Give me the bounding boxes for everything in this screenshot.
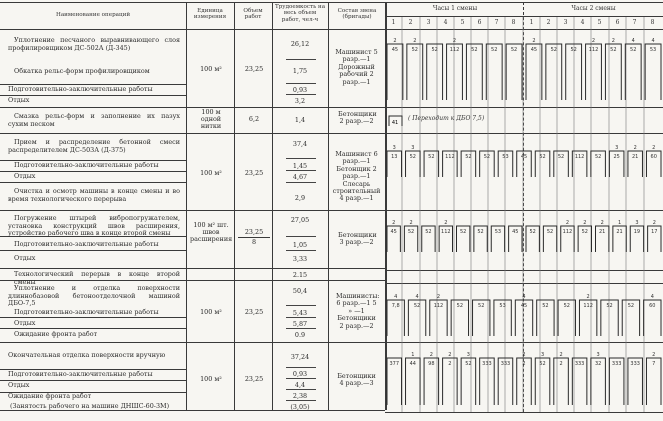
labor-value: 50,4	[292, 287, 308, 295]
shift2-title: Часы 2 смены	[571, 5, 616, 12]
group6-bar-worker-count: 4	[415, 294, 419, 300]
group4-bar-worker-count: 2	[652, 220, 656, 226]
group7-bar-label: 2	[522, 361, 526, 367]
group2-bar-label: 41	[391, 120, 399, 126]
operation-name: Отдых	[8, 381, 30, 389]
group7-bar-worker-count: 2	[559, 352, 563, 358]
operation-name: Прием и распределение бетонной смеси распределителем ДС-503А (Д-375)	[8, 138, 180, 154]
operation-name: Очистка и осмотр машины в конце смены и во время технологического перерыва	[8, 187, 180, 203]
header-operation: Наименование операций	[55, 12, 131, 18]
op-separator	[0, 317, 186, 318]
col-divider-2	[234, 2, 235, 410]
crew-value: Машинист 5 разр.—1 Дорожный рабочий 2 разр.—1	[335, 48, 378, 86]
group6-bar-worker-count: 2	[586, 294, 590, 300]
operation-name: Смазка рельс-форм и заполнение их пазух сухим песком	[8, 112, 180, 128]
group1-bar-worker-count: 2	[532, 38, 536, 44]
group3-bar-label: 13	[391, 154, 398, 160]
volume-value: 23,25	[244, 375, 264, 383]
group4-bar-worker-count: 3	[635, 220, 639, 226]
labor-underline	[286, 305, 316, 306]
labor-underline	[286, 250, 316, 251]
labor-value: 2.15	[292, 271, 308, 279]
group4-bar-label: 19	[633, 229, 641, 235]
group4-bar-label: 52	[581, 229, 588, 235]
work-schedule-chart	[385, 0, 663, 421]
hour-label: 2	[408, 19, 413, 26]
labor-value: 2,38	[292, 392, 308, 400]
hour-label: 4	[580, 19, 585, 26]
crew-value: Бетонщики 2 разр.—2	[338, 110, 377, 126]
labor-value: 37,4	[292, 140, 308, 148]
group1-bar-label: 45	[391, 47, 399, 53]
volume-value-bottom: 8	[251, 238, 257, 246]
labor-value: 1,05	[292, 241, 308, 249]
group3-bar-worker-count: 3	[392, 145, 396, 151]
group3-bar-label: 45	[520, 154, 528, 160]
group4-bar-label: 52	[407, 229, 415, 235]
group4-bar-worker-count: 2	[444, 220, 448, 226]
hour-label: 1	[391, 19, 396, 26]
group4-bar-worker-count: 2	[600, 220, 604, 226]
hour-label: 7	[632, 19, 637, 26]
group1-bar-label: 53	[649, 47, 657, 53]
crew-value: Бетонщики 4 разр.—3	[337, 372, 376, 388]
header-labor: Трудоемкость на весь объем работ, чел-ч	[274, 4, 326, 23]
group3-bar-label: 53	[502, 154, 509, 160]
operation-name: Подготовительно-заключительные работы	[14, 161, 159, 169]
unit-value: 100 м²	[200, 65, 222, 73]
labor-value: 1,45	[292, 162, 308, 170]
group1-bar-worker-count: 2	[393, 38, 397, 44]
labor-value: 1,75	[292, 67, 308, 75]
group6-bar-label: 52	[478, 303, 485, 309]
labor-value: (3,05)	[290, 403, 310, 411]
group7-bar-worker-count: 3	[540, 352, 545, 358]
group1-bar-label: 112	[449, 47, 460, 53]
group6-bar-label: 52	[627, 303, 635, 309]
group7-bar-label: 7	[652, 361, 656, 367]
group3-bar-worker-count: 3	[411, 145, 415, 151]
col-divider-3	[272, 2, 273, 410]
group6-bar-label: 112	[433, 303, 444, 309]
transfer-annotation: ( Переходит к ДБО 7,5)	[408, 115, 485, 122]
operation-name: Подготовительно-заключительные работы	[8, 85, 153, 93]
header-unit: Единица измерения	[193, 8, 227, 21]
group7-bar-label: 377	[389, 361, 400, 367]
labor-value: 5,43	[292, 309, 308, 317]
group6-bar-label: 52	[456, 303, 464, 309]
hour-label: 2	[546, 19, 551, 26]
operation-name: Отдых	[14, 172, 36, 180]
hour-label: 5	[597, 19, 602, 26]
volume-value: 23,25	[244, 65, 264, 73]
operation-name: Уплотнение и отделка поверхности длиннобазовой бетоноотделочной машиной ДБО-7,5	[8, 284, 180, 308]
crew-value: Бетонщики 3 разр.—2	[338, 231, 377, 247]
group6-bar-worker-count: 4	[650, 294, 654, 300]
group7-bar-label: 98	[428, 361, 435, 367]
group3-bar-label: 52	[539, 154, 546, 160]
group4-bar-label: 52	[460, 229, 467, 235]
labor-value: 1,4	[294, 116, 306, 124]
labor-underline	[286, 182, 316, 183]
group7-bar-label: 2	[559, 361, 563, 367]
labor-value: 3,2	[294, 97, 306, 105]
group-separator	[0, 268, 385, 269]
group7-bar-worker-count: 2	[522, 352, 526, 358]
group7-bar-worker-count: 1	[411, 352, 415, 358]
group1-bar-worker-count: 2	[413, 38, 417, 44]
group4-bar-worker-count: 2	[583, 220, 587, 226]
group3-bar-label: 52	[557, 154, 565, 160]
group4-bar-label: 45	[512, 229, 519, 235]
group7-bar-worker-count: 2	[652, 352, 656, 358]
group6-bar-worker-count: 4	[522, 294, 526, 300]
group1-bar-label: 112	[588, 47, 599, 53]
group4-bar-label: 52	[529, 229, 536, 235]
group1-bar-worker-count: 4	[631, 38, 635, 44]
labor-underline	[286, 328, 316, 329]
group6-bar-label: 52	[542, 303, 549, 309]
group7-bar-label: 333	[482, 361, 492, 367]
unit-value: 100 м²	[200, 308, 222, 316]
group4-bar-worker-count: 2	[392, 220, 396, 226]
labor-underline	[286, 94, 316, 95]
group3-bar-label: 52	[409, 154, 416, 160]
operation-name: Подготовительно-заключительные работы	[14, 308, 159, 316]
hour-label: 8	[650, 19, 655, 26]
volume-value: 23,25	[244, 308, 264, 316]
group3-bar-label: 21	[632, 154, 639, 160]
labor-value: 5,87	[292, 320, 308, 328]
operation-name: Подготовительно-заключительные работы	[14, 240, 159, 248]
group4-bar-label: 21	[599, 229, 606, 235]
labor-underline	[286, 400, 316, 401]
group4-bar-label: 45	[390, 229, 397, 235]
labor-underline	[286, 236, 316, 237]
col-divider-1	[186, 2, 187, 410]
operation-name: Погружение штырей вибропогружателем, установка конструкций швов расширения, устройство рабочего шва в конце второй смены	[8, 214, 180, 238]
group4-bar-label: 17	[651, 229, 658, 235]
group7-bar-label: 333	[611, 361, 622, 367]
group6-bar-label: 60	[649, 303, 656, 309]
labor-value: 26,12	[290, 40, 310, 48]
header-crew: Состав звена (бригады)	[337, 8, 377, 21]
group1-bar-label: 52	[610, 47, 617, 53]
group4-bar-worker-count: 1	[617, 220, 622, 226]
hour-label: 5	[460, 19, 465, 26]
labor-value: 3,33	[292, 255, 308, 263]
hour-label: 4	[443, 19, 448, 26]
group1-bar-label: 52	[630, 47, 637, 53]
group7-bar-label: 2	[448, 361, 452, 367]
operation-name: Отдых	[14, 254, 36, 262]
operation-name: Окончательная отделка поверхности вручную	[8, 351, 166, 359]
operation-name: Технологический перерыв в конце второй смены	[14, 270, 180, 286]
unit-value: 100 м²	[200, 375, 222, 383]
group4-bar-label: 21	[616, 229, 623, 235]
operation-name: (Занятость рабочего на машине ДНШС-60-3М)	[10, 402, 170, 410]
group1-bar-worker-count: 2	[611, 38, 615, 44]
group7-bar-worker-count: 2	[429, 352, 433, 358]
group3-bar-worker-count: 2	[652, 145, 656, 151]
crew-value: Машинист 6 разр.—1 Бетонщик 2 разр.—1 Слесарь строительный 4 разр.—1	[332, 150, 381, 203]
group6-bar-label: 7,8	[391, 303, 400, 309]
group1-bar-label: 45	[530, 47, 538, 53]
unit-value: 100 м одной нитки	[200, 108, 222, 131]
group3-bar-label: 112	[574, 154, 585, 160]
group3-bar-worker-count: 2	[633, 145, 637, 151]
shift1-title: Часы 1 смены	[432, 5, 478, 12]
labor-underline	[286, 389, 316, 390]
labor-underline	[286, 83, 316, 84]
group7-bar-worker-count: 3	[596, 352, 600, 358]
group1-bar-label: 52	[570, 47, 577, 53]
operation-name: Ожидание фронта работ	[14, 330, 98, 338]
group7-bar-label: 333	[574, 361, 585, 367]
group1-bar-label: 52	[471, 47, 478, 53]
group6-bar-label: 52	[413, 303, 421, 309]
group7-bar-label: 52	[465, 361, 472, 367]
labor-underline	[286, 158, 316, 159]
group4-bar-worker-count: 2	[409, 220, 413, 226]
group7-bar-label: 32	[594, 361, 602, 367]
group7-bar-label: 333	[630, 361, 640, 367]
labor-value: 2,9	[294, 194, 306, 202]
group4-bar-label: 52	[546, 229, 554, 235]
hour-label: 7	[494, 19, 499, 26]
group6-bar-label: 52	[563, 303, 570, 309]
group3-bar-label: 60	[650, 154, 657, 160]
hour-label: 6	[615, 19, 620, 26]
operation-name: Уплотнение песчаного выравнивающего слоя профилировщиком ДС-502А (Д-345)	[8, 36, 180, 52]
labor-value: 0,93	[292, 370, 308, 378]
operation-name: Подготовительно-заключительные работы	[8, 370, 153, 378]
volume-value: 23,25	[244, 169, 264, 177]
group1-bar-label: 52	[431, 47, 438, 53]
unit-value: 100 м² шт. швов расширения	[190, 221, 233, 244]
labor-underline	[286, 378, 316, 379]
unit-value: 100 м²	[200, 169, 222, 177]
volume-value: 6,2	[248, 115, 260, 123]
group1-bar-label: 52	[510, 47, 518, 53]
labor-underline	[286, 170, 316, 171]
group7-bar-label: 44	[409, 361, 416, 367]
op-separator	[0, 328, 186, 329]
hour-label: 6	[477, 19, 482, 26]
group1-bar-worker-count: 2	[452, 38, 457, 44]
group6-bar-worker-count: 4	[394, 294, 398, 300]
op-separator	[0, 182, 186, 183]
labor-value: 0.9	[294, 331, 306, 339]
volume-value-top: 23,25	[244, 228, 264, 236]
group3-bar-label: 112	[445, 154, 455, 160]
operation-name: Отдых	[8, 96, 30, 104]
group4-bar-worker-count: 2	[565, 220, 570, 226]
labor-value: 4,4	[294, 381, 306, 389]
labor-value: 27,05	[290, 216, 310, 224]
group6-bar-label: 112	[583, 303, 593, 309]
group6-bar-label: 53	[499, 303, 506, 309]
group1-bar-label: 52	[550, 47, 557, 53]
group6-bar-label: 52	[606, 303, 613, 309]
labor-underline	[286, 59, 316, 60]
group1-bar-label: 52	[491, 47, 498, 53]
operation-name: Отдых	[14, 319, 36, 327]
labor-value: 0,93	[292, 86, 308, 94]
operation-name: Обкатка рельс-форм профилировщиком	[14, 67, 150, 75]
hour-label: 3	[426, 19, 431, 26]
group3-bar-label: 52	[594, 154, 602, 160]
operation-name: Ожидание фронта работ	[8, 392, 92, 400]
header-volume: Объем работ	[243, 8, 263, 21]
group7-bar-worker-count: 3	[466, 352, 470, 358]
group4-bar-label: 112	[441, 229, 451, 235]
group7-bar-worker-count: 2	[448, 352, 452, 358]
hour-label: 8	[511, 19, 516, 26]
hour-label: 3	[563, 19, 568, 26]
group3-bar-label: 25	[613, 154, 620, 160]
hour-label: 1	[529, 19, 534, 26]
group4-bar-label: 52	[477, 229, 484, 235]
group3-bar-label: 52	[465, 154, 472, 160]
group3-bar-label: 52	[428, 154, 435, 160]
group4-bar-label: 52	[425, 229, 432, 235]
group6-bar-worker-count: 2	[436, 294, 441, 300]
labor-value: 37,24	[290, 353, 310, 361]
group7-bar-label: 333	[500, 361, 511, 367]
group4-bar-label: 53	[494, 229, 502, 235]
group1-bar-worker-count: 2	[591, 38, 596, 44]
labor-underline	[286, 317, 316, 318]
group4-bar-label: 112	[562, 229, 573, 235]
group1-bar-label: 52	[411, 47, 418, 53]
labor-underline	[286, 367, 316, 368]
group3-bar-worker-count: 3	[615, 145, 619, 151]
group6-bar-label: 45	[520, 303, 528, 309]
op-separator	[0, 250, 186, 251]
group1-bar-worker-count: 4	[651, 38, 655, 44]
group7-bar-label: 52	[539, 361, 546, 367]
group3-bar-label: 52	[483, 154, 491, 160]
labor-value: 4,67	[292, 173, 308, 181]
crew-value: Машинисты: 6 разр.—1 5 » —1 Бетонщики 2 разр.—2	[336, 292, 380, 330]
